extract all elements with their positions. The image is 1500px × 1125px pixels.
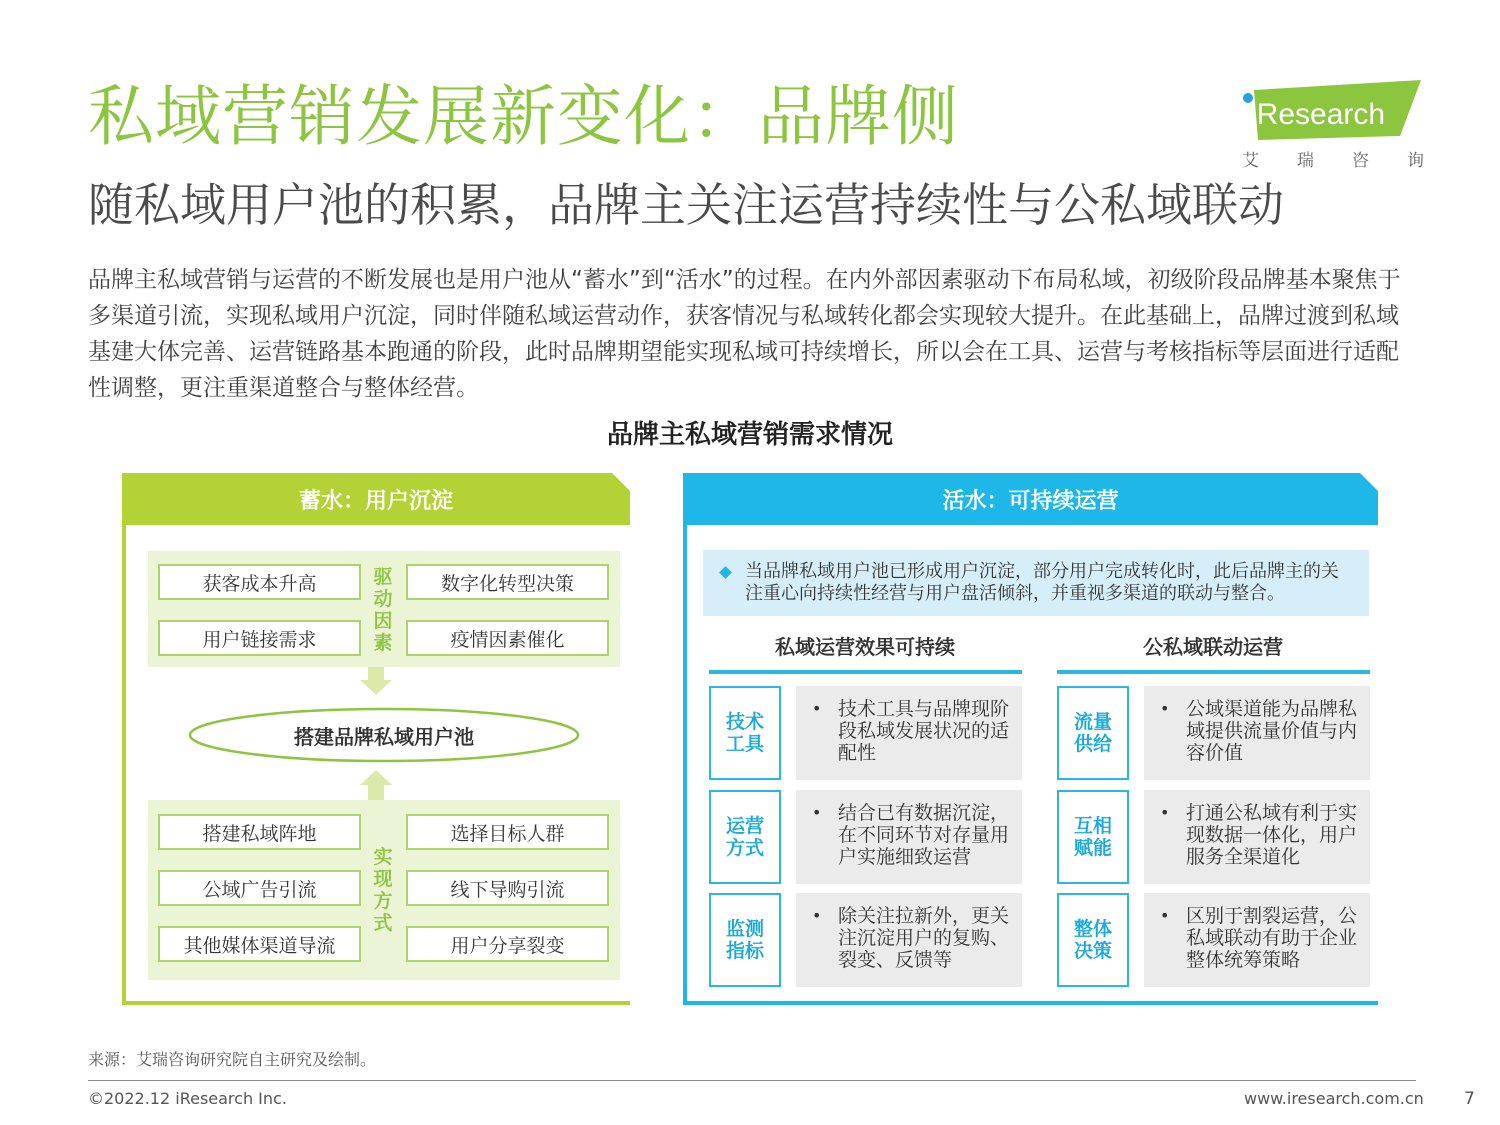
method-item: 选择目标人群 — [406, 814, 609, 850]
column-divider — [709, 670, 1022, 674]
logo-chinese-name: 艾 瑞 咨 询 — [1242, 151, 1424, 171]
method-item: 搭建私域阵地 — [158, 814, 361, 850]
website-link[interactable]: www.iresearch.com.cn — [1244, 1089, 1424, 1108]
footer-divider — [88, 1080, 1416, 1081]
page-number: 7 — [1464, 1089, 1475, 1109]
bullet-icon: • — [812, 906, 822, 925]
right-panel-flowing — [683, 473, 1378, 1005]
category-description: • 打通公私域有利于实现数据一体化，用户服务全渠道化 — [1144, 790, 1370, 884]
note-box: 当品牌私域用户池已形成用户沉淀，部分用户完成转化时，此后品牌主的关注重心向持续性经营与用户盘活倾斜，并重视多渠道的联动与整合。 — [703, 550, 1369, 616]
category-label: 技术工具 — [709, 686, 781, 780]
bullet-icon: • — [1160, 906, 1170, 925]
column-title: 私域运营效果可持续 — [775, 635, 955, 659]
methods-label: 实现方式 — [373, 846, 393, 934]
category-label: 互相赋能 — [1057, 790, 1129, 884]
driver-item: 数字化转型决策 — [406, 564, 609, 600]
category-description: • 结合已有数据沉淀，在不同环节对存量用户实施细致运营 — [796, 790, 1022, 884]
diagram-title: 品牌主私域营销需求情况 — [606, 420, 893, 450]
source-note: 来源：艾瑞咨询研究院自主研究及绘制。 — [88, 1050, 377, 1069]
copyright: ©2022.12 iResearch Inc. — [88, 1089, 287, 1108]
column-divider — [1057, 670, 1370, 674]
method-item: 线下导购引流 — [406, 870, 609, 906]
bullet-icon: • — [1160, 699, 1170, 718]
right-panel-header: 活水：可持续运营 — [942, 488, 1119, 514]
bullet-icon: • — [1160, 803, 1170, 822]
category-description: • 区别于割裂运营，公私域联动有助于企业整体统筹策略 — [1144, 893, 1370, 987]
column-title: 公私域联动运营 — [1143, 635, 1283, 659]
category-label: 流量供给 — [1057, 686, 1129, 780]
category-description: • 公域渠道能为品牌私域提供流量价值与内容价值 — [1144, 686, 1370, 780]
category-label: 监测指标 — [709, 893, 781, 987]
intro-paragraph: 品牌主私域营销与运营的不断发展也是用户池从“蓄水”到“活水”的过程。在内外部因素驱动下布局私域，初级阶段品牌基本聚焦于多渠道引流，实现私域用户沉淀，同时伴随私域运营动作，获客情况与私域转化都会实现较大提升。在此基础上，品牌过渡到私域基建大体完善、运营链路基本跑通的阶段，此时品牌期望能实现私域可持续增长，所以会在工具、运营与考核指标等层面进行适配性调整，更注重渠道整合与整体经营。 — [88, 267, 1401, 401]
driver-item: 用户链接需求 — [158, 620, 361, 656]
method-item: 公域广告引流 — [158, 870, 361, 906]
bullet-icon: • — [812, 699, 822, 718]
category-label: 运营方式 — [709, 790, 781, 884]
left-panel-header: 蓄水：用户沉淀 — [298, 488, 453, 514]
drivers-label: 驱动因素 — [373, 566, 393, 654]
driver-item: 疫情因素催化 — [406, 620, 609, 656]
driver-item: 获客成本升高 — [158, 564, 361, 600]
left-panel-reservoir — [122, 473, 630, 1005]
category-description: • 技术工具与品牌现阶段私域发展状况的适配性 — [796, 686, 1022, 780]
page-subtitle: 随私域用户池的积累，品牌主关注运营持续性与公私域联动 — [88, 178, 1284, 232]
category-description: • 除关注拉新外，更关注沉淀用户的复购、裂变、反馈等 — [796, 893, 1022, 987]
bullet-icon: • — [812, 803, 822, 822]
user-pool-ellipse-label: 搭建品牌私域用户池 — [294, 724, 474, 749]
method-item: 用户分享裂变 — [406, 926, 609, 962]
logo-text: iResearch — [1250, 98, 1386, 131]
category-label: 整体决策 — [1057, 893, 1129, 987]
method-item: 其他媒体渠道导流 — [158, 926, 361, 962]
page-title: 私域营销发展新变化：品牌侧 — [88, 78, 959, 155]
